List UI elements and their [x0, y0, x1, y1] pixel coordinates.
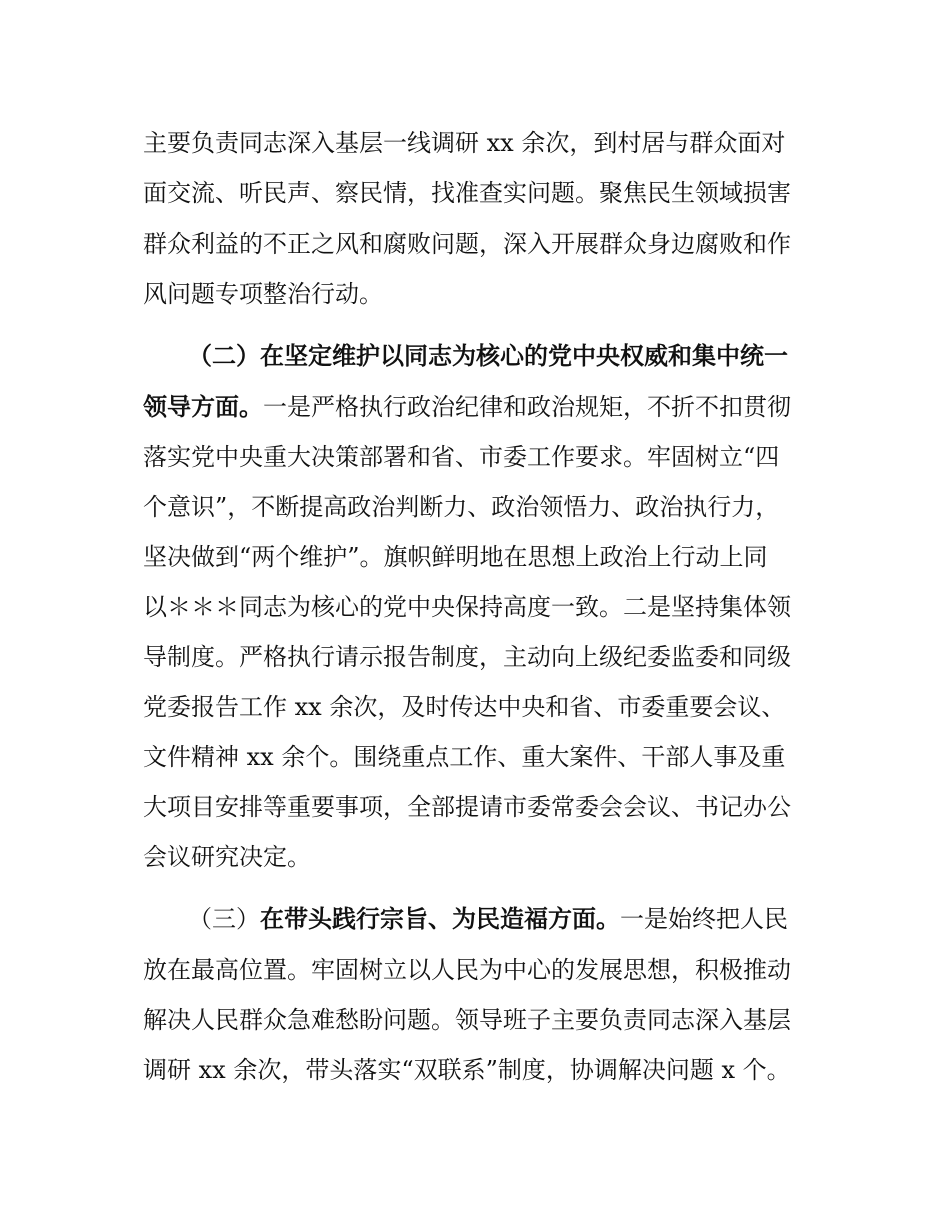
paragraph2-line-6: 导制度。严格执行请示报告制度，主动向上级纪委监委和同级 [143, 643, 791, 671]
paragraph2-line-5: 以＊＊＊同志为核心的党中央保持高度一致。二是坚持集体领 [143, 593, 791, 621]
section-two-heading [188, 344, 813, 368]
paragraph1-line-3: 群众利益的不正之风和腐败问题，深入开展群众身边腐败和作 [143, 230, 791, 258]
paragraph2-line-8: 文件精神 xx 余个。围绕重点工作、重大案件、干部人事及重 [143, 743, 786, 771]
paragraph1-line-1: 主要负责同志深入基层一线调研 xx 余次，到村居与群众面对 [143, 129, 786, 157]
section-two-heading-text: （二）在坚定维护以同志为核心的党中央权威和集中统一 [188, 342, 788, 370]
paragraph3-line-2: 放在最高位置。牢固树立以人民为中心的发展思想，积极推动 [143, 956, 791, 984]
paragraph2-line-9: 大项目安排等重要事项，全部提请市委常委会会议、书记办公 [143, 793, 791, 821]
paragraph2-line-1-body: 一是严格执行政治纪律和政治规矩，不折不扣贯彻 [263, 393, 791, 421]
paragraph2-line-1 [143, 395, 813, 419]
paragraph3-line-4: 调研 xx 余次，带头落实“双联系”制度，协调解决问题 x 个。 [143, 1056, 791, 1084]
section-three-number: （三） [188, 905, 260, 933]
paragraph3-line-1-body: 一是始终把人民 [620, 905, 788, 933]
section-three-heading: 在带头践行宗旨、为民造福方面。 [260, 905, 620, 933]
paragraph2-line-4: 坚决做到“两个维护”。旗帜鲜明地在思想上政治上行动上同 [143, 543, 768, 571]
paragraph2-line-3: 个意识”，不断提高政治判断力、政治领悟力、政治执行力， [143, 493, 780, 521]
paragraph3-line-1 [188, 907, 813, 931]
paragraph2-line-10: 会议研究决定。 [143, 843, 311, 871]
paragraph3-line-3: 解决人民群众急难愁盼问题。领导班子主要负责同志深入基层 [143, 1006, 791, 1034]
paragraph2-line-2: 落实党中央重大决策部署和省、市委工作要求。牢固树立“四 [143, 443, 780, 471]
section-two-heading-end: 领导方面。 [143, 393, 263, 421]
paragraph2-line-7: 党委报告工作 xx 余次，及时传达中央和省、市委重要会议、 [143, 693, 786, 721]
paragraph1-line-2: 面交流、听民声、察民情，找准查实问题。聚焦民生领域损害 [143, 179, 791, 207]
paragraph1-line-4: 风问题专项整治行动。 [143, 280, 383, 308]
